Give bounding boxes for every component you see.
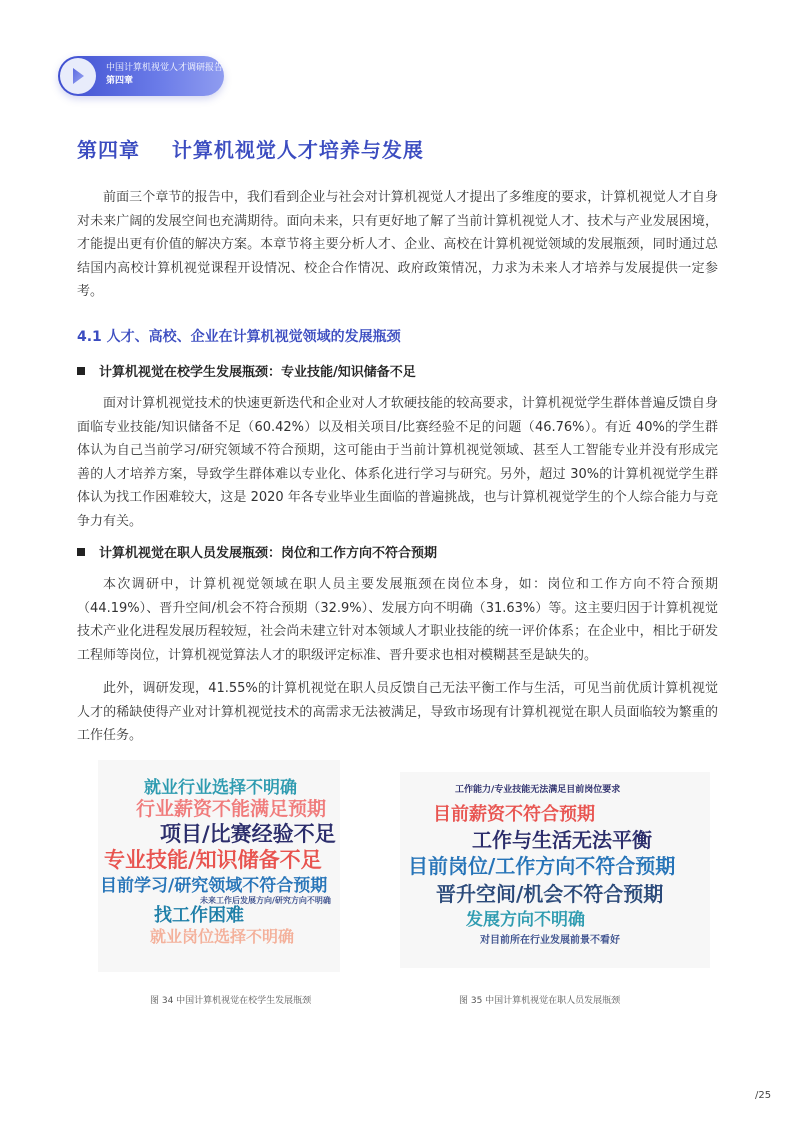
figure-34-caption: 图 34 中国计算机视觉在校学生发展瓶颈 — [150, 996, 312, 1006]
employees-paragraph: 本次调研中，计算机视觉领域在职人员主要发展瓶颈在岗位本身，如：岗位和工作方向不符合预期（44.19%）、晋升空间/机会不符合预期（32.9%）、发展方向不明确（31.63%）等。这主要归因于计算机视觉技术产业化进程发展历程较短，社会尚未建立针对本领域人才职业技能的统一评价体系；在企业中，相比于研发工程师等岗位，计算机视觉算法人才的职级评定标准、晋升要求也相对模糊甚至是缺失的。 — [77, 577, 718, 663]
chapter-title: 第四章 计算机视觉人才培养与发展 — [77, 138, 424, 162]
work-life-paragraph: 此外，调研发现，41.55%的计算机视觉在职人员反馈自己无法平衡工作与生活，可见当前优质计算机视觉人才的稀缺使得产业对计算机视觉技术的高需求无法被满足，导致市场现有计算机视觉在职人员面临较为繁重的工作任务。 — [77, 681, 718, 743]
cloud-word: 行业薪资不能满足预期 — [136, 798, 327, 820]
section-title: 4.1 人才、高校、企业在计算机视觉领域的发展瓶颈 — [77, 329, 401, 345]
cloud-word: 目前岗位/工作方向不符合预期 — [408, 854, 676, 878]
bullet-heading-employees — [77, 542, 437, 561]
bullet-title: 计算机视觉在职人员发展瓶颈：岗位和工作方向不符合预期 — [99, 546, 438, 561]
intro-paragraph: 前面三个章节的报告中，我们看到企业与社会对计算机视觉人才提出了多维度的要求，计算机视觉人才自身对未来广阔的发展空间也充满期待。面向未来，只有更好地了解了当前计算机视觉人才、技术与产业发展困境，才能提出更有价值的解决方案。本章节将主要分析人才、企业、高校在计算机视觉领域的发展瓶颈，同时通过总结国内高校计算机视觉课程开设情况、校企合作情况、政府政策情况，力求为未来人才培养与发展提供一定参考。 — [77, 190, 718, 299]
cloud-word: 目前薪资不符合预期 — [433, 804, 595, 825]
cloud-word: 就业行业选择不明确 — [144, 778, 297, 798]
cloud-word: 找工作困难 — [154, 905, 244, 926]
cloud-word: 就业岗位选择不明确 — [150, 927, 295, 946]
cloud-word: 项目/比赛经验不足 — [160, 822, 336, 846]
cloud-word: 专业技能/知识储备不足 — [104, 848, 322, 872]
cloud-word: 目前学习/研究领域不符合预期 — [100, 876, 328, 896]
square-bullet-icon — [77, 367, 85, 375]
cloud-word: 对目前所在行业发展前景不看好 — [480, 935, 620, 946]
cloud-word: 未来工作后发展方向/研究方向不明确 — [200, 896, 331, 905]
chevron-right-icon — [60, 58, 96, 94]
bullet-title: 计算机视觉在校学生发展瓶颈：专业技能/知识储备不足 — [99, 365, 416, 380]
page-number: /25 — [755, 1090, 772, 1101]
header-text — [106, 62, 223, 88]
cloud-word: 工作与生活无法平衡 — [472, 828, 652, 852]
cloud-word: 晋升空间/机会不符合预期 — [436, 882, 664, 906]
figure-35-caption: 图 35 中国计算机视觉在职人员发展瓶颈 — [459, 996, 621, 1006]
cloud-word: 工作能力/专业技能无法满足目前岗位要求 — [455, 785, 621, 795]
chapter-label: 第四章 — [106, 76, 134, 86]
bullet-heading-students — [77, 361, 416, 380]
report-title: 中国计算机视觉人才调研报告 — [106, 63, 224, 73]
cloud-word: 发展方向不明确 — [466, 910, 585, 930]
square-bullet-icon — [77, 548, 85, 556]
students-paragraph: 面对计算机视觉技术的快速更新迭代和企业对人才软硬技能的较高要求，计算机视觉学生群体普遍反馈自身面临专业技能/知识储备不足（60.42%）以及相关项目/比赛经验不足的问题（46.76%）。有近 40%的学生群体认为自己当前学习/研究领域不符合预期，这可能由于当前计算机视觉领域、甚至人工智能专业并没有形成完善的人才培养方案，导致学生群体难以专业化、体系化进行学习与研究。另外，超过 30%的计算机视觉学生群体认为找工作困难较大，这是 2020 年各专业毕业生面临的普遍挑战，也与计算机视觉学生的个人综合能力与竞争力有关。 — [77, 396, 718, 529]
